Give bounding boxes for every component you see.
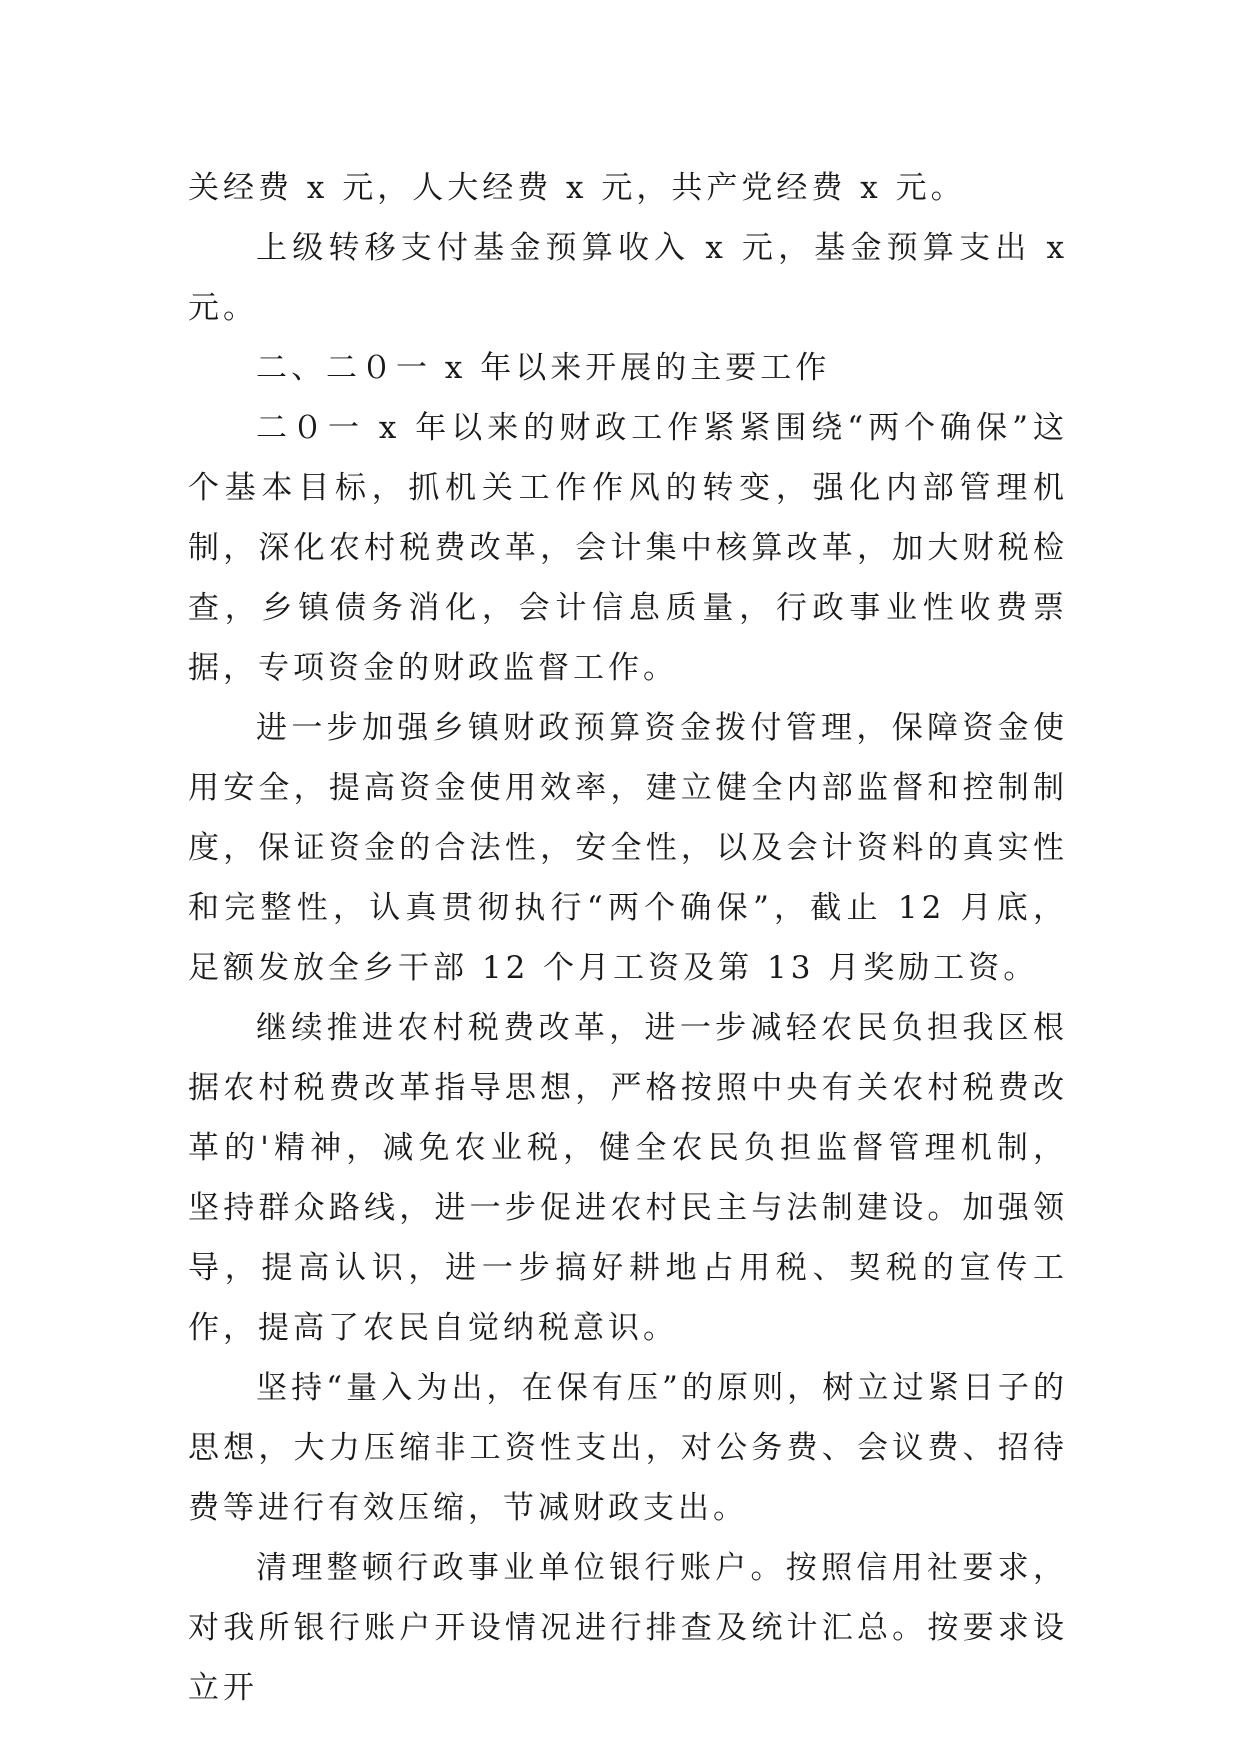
paragraph-transfer-payment: 上级转移支付基金预算收入 x 元，基金预算支出 x 元。 (188, 230, 1068, 326)
section-heading-main-work: 二、二０一 x 年以来开展的主要工作 (256, 350, 831, 386)
paragraph-budget-management: 进一步加强乡镇财政预算资金拨付管理，保障资金使用安全，提高资金使用效率，建立健全内部监督和控制制度，保证资金的合法性，安全性，以及会计资料的真实性和完整性，认真贯彻执行“两个确保”，截止 12 月底，足额发放全乡干部 12 个月工资及第 13 月奖励工资。 (188, 710, 1068, 986)
document-body (188, 158, 1068, 1718)
paragraph-tax-reform: 继续推进农村税费改革，进一步减轻农民负担我区根据农村税费改革指导思想，严格按照中央有关农村税费改革的'精神，减免农业税，健全农民负担监督管理机制，坚持群众路线，进一步促进农村民主与法制建设。加强领导，提高认识，进一步搞好耕地占用税、契税的宣传工作，提高了农民自觉纳税意识。 (188, 1010, 1068, 1346)
paragraph-continuation: 关经费 x 元，人大经费 x 元，共产党经费 x 元。 (188, 170, 966, 206)
paragraph-bank-accounts: 清理整顿行政事业单位银行账户。按照信用社要求，对我所银行账户开设情况进行排查及统计汇总。按要求设立开 (188, 1550, 1068, 1706)
paragraph-overview: 二０一 x 年以来的财政工作紧紧围绕“两个确保”这个基本目标，抓机关工作作风的转变，强化内部管理机制，深化农村税费改革，会计集中核算改革，加大财税检查，乡镇债务消化，会计信息质量，行政事业性收费票据，专项资金的财政监督工作。 (188, 410, 1068, 686)
paragraph-expenditure-control: 坚持“量入为出，在保有压”的原则，树立过紧日子的思想，大力压缩非工资性支出，对公务费、会议费、招待费等进行有效压缩，节减财政支出。 (188, 1370, 1068, 1526)
